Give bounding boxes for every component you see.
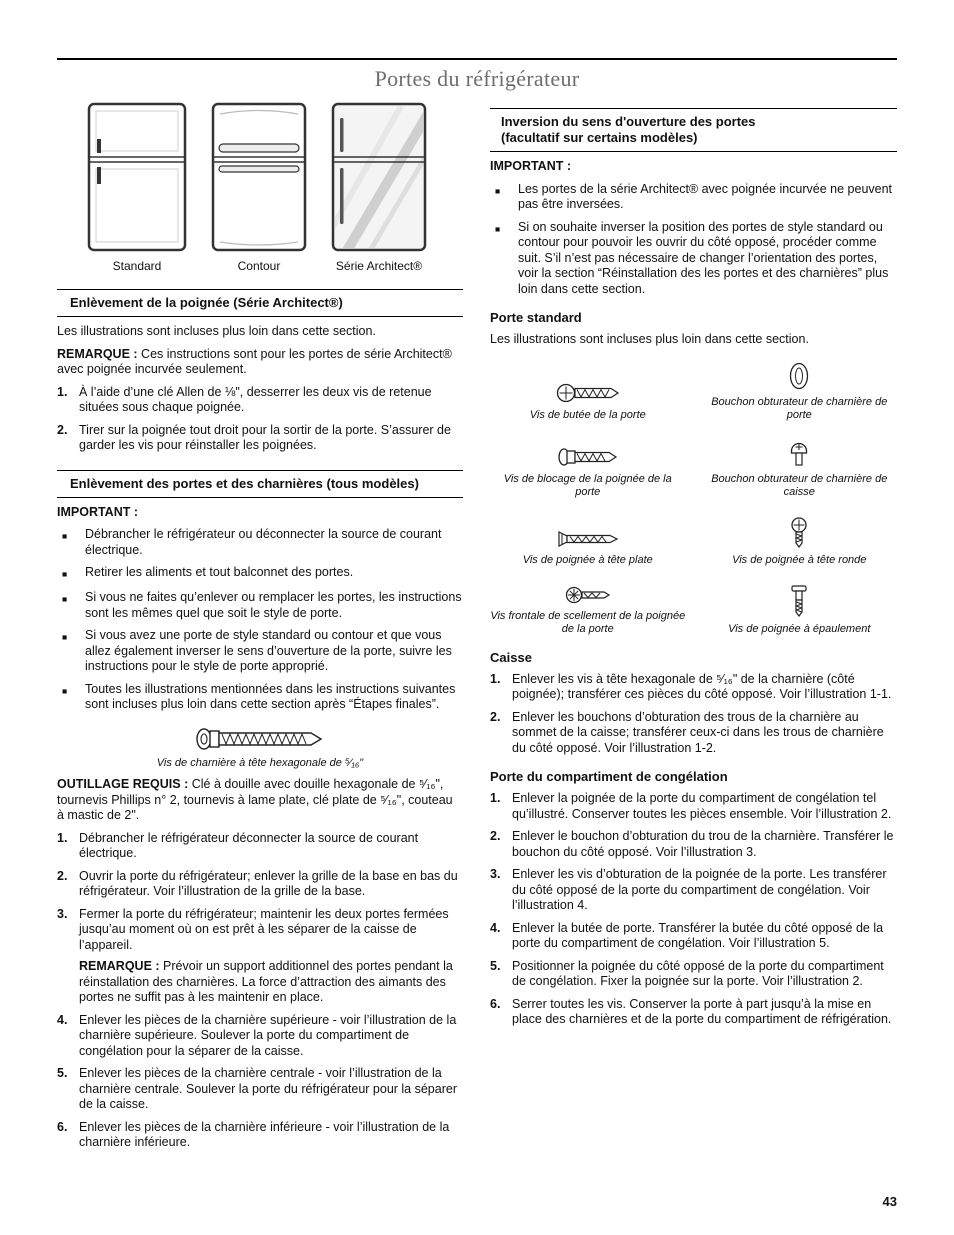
step-number: 3. bbox=[490, 867, 501, 881]
numbered-step bbox=[490, 791, 897, 822]
step-number: 5. bbox=[57, 1066, 68, 1080]
numbered-step bbox=[57, 385, 463, 416]
numbered-step bbox=[490, 997, 897, 1028]
bullet-item bbox=[490, 182, 897, 213]
door-hinge-plug-icon bbox=[787, 361, 811, 391]
round-head-handle-screw-icon bbox=[788, 517, 810, 549]
important-label: IMPORTANT : bbox=[57, 504, 139, 519]
left-column bbox=[57, 102, 463, 1151]
step-text: Enlever les vis d’obturation de la poignée de la porte. Les transférer du côté opposé de la porte du compartiment de congélation. Voir l’illustration 4. bbox=[512, 867, 887, 912]
bullet-item bbox=[57, 682, 463, 713]
step-number: 1. bbox=[57, 384, 68, 399]
part-caption: Bouchon obturateur de charnière de caisse bbox=[711, 472, 888, 498]
numbered-step bbox=[57, 1120, 463, 1151]
right-column bbox=[490, 108, 897, 1028]
square-bullet-icon bbox=[495, 220, 518, 298]
step-text: À l’aide d’une clé Allen de ⅛", desserrer les deux vis de retenue situées sous chaque poignée. bbox=[79, 384, 432, 414]
freezer-door-subhead: Porte du compartiment de congélation bbox=[490, 769, 728, 784]
bullet-text: Retirer les aliments et tout balconnet des portes. bbox=[85, 565, 354, 579]
part-item bbox=[702, 517, 898, 568]
step-number: 2. bbox=[490, 709, 501, 724]
flat-head-handle-screw-icon bbox=[556, 529, 620, 549]
numbered-step bbox=[490, 921, 897, 952]
step-number: 2. bbox=[490, 829, 501, 843]
square-bullet-icon bbox=[62, 682, 85, 713]
section-header-door-reversal bbox=[490, 108, 897, 152]
remark-text: Ces instructions sont pour les portes de série Architect® avec poignée incurvée seulement. bbox=[57, 346, 452, 376]
page-title: Portes du réfrigérateur bbox=[374, 66, 580, 91]
step-number: 6. bbox=[57, 1119, 68, 1134]
square-bullet-icon bbox=[62, 527, 85, 558]
fridge-standard-icon bbox=[87, 102, 187, 252]
bullet-item bbox=[57, 590, 463, 621]
section-header-handle-removal bbox=[57, 289, 463, 317]
step-number: 1. bbox=[490, 671, 501, 686]
fridge-standard-figure bbox=[87, 102, 187, 273]
part-item bbox=[490, 584, 686, 637]
step-text: Positionner la poignée du côté opposé de la porte du compartiment de congélation. Fixer la poignée sur la porte. Voir l’illustration 2. bbox=[512, 958, 884, 988]
fridge-contour-label: Contour bbox=[237, 259, 281, 273]
part-caption: Bouchon obturateur de charnière de porte bbox=[711, 395, 888, 421]
part-caption: Vis de butée de la porte bbox=[529, 409, 646, 421]
tools-paragraph bbox=[57, 777, 463, 824]
fridge-figures bbox=[57, 102, 463, 273]
step-text: Enlever le bouchon d’obturation du trou de la charnière. Transférer le bouchon du côté opposé. Voir l’illustration 3. bbox=[512, 829, 894, 859]
step-text: Ouvrir la porte du réfrigérateur; enlever la grille de la base en bas du réfrigérateur. Voir l’illustration de la grille de la base. bbox=[79, 868, 458, 898]
cabinet-subhead: Caisse bbox=[490, 649, 532, 665]
note-label: REMARQUE : bbox=[79, 959, 160, 973]
bullet-item bbox=[57, 565, 463, 583]
handle-front-sealing-screw-icon bbox=[564, 585, 612, 605]
numbered-step bbox=[57, 831, 463, 862]
numbered-step bbox=[490, 710, 897, 757]
numbered-step bbox=[490, 829, 897, 860]
standard-door-subhead: Porte standard bbox=[490, 310, 582, 325]
step-number: 6. bbox=[490, 996, 501, 1011]
cabinet-hinge-plug-icon bbox=[788, 440, 810, 468]
step-number: 2. bbox=[57, 868, 68, 883]
section-header-handle-removal-text: Enlèvement de la poignée (Série Architect®) bbox=[70, 295, 343, 310]
shoulder-handle-screw-icon bbox=[789, 584, 809, 618]
step-text-main: Fermer la porte du réfrigérateur; maintenir les deux portes fermées jusqu’au moment où on est prêt à les séparer de la caisse de l’appareil. bbox=[79, 906, 449, 952]
bullet-text: Débrancher le réfrigérateur ou déconnecter la source de courant électrique. bbox=[85, 527, 442, 557]
section-header-door-reversal-line2: (facultatif sur certains modèles) bbox=[501, 130, 698, 145]
step-text: Enlever les vis à tête hexagonale de ⁵⁄₁₆" de la charnière (côté poignée); transférer ces pièces du côté opposé. Voir l’illustration 1-1. bbox=[512, 671, 892, 701]
square-bullet-icon bbox=[62, 565, 85, 583]
hardware-parts-grid bbox=[490, 361, 897, 637]
bullet-text: Toutes les illustrations mentionnées dans les instructions suivantes sont incluses plus loin dans cette section après “Étapes finales”. bbox=[85, 681, 456, 711]
section-header-door-reversal-line1: Inversion du sens d'ouverture des portes bbox=[501, 114, 756, 129]
step-number: 2. bbox=[57, 422, 68, 437]
numbered-step bbox=[57, 869, 463, 900]
step-text: Enlever la butée de porte. Transférer la butée du côté opposé de la porte du compartiment de congélation. Voir l’illustration 5. bbox=[512, 920, 884, 950]
section-header-door-removal bbox=[57, 470, 463, 498]
numbered-step bbox=[490, 959, 897, 990]
note-text: Prévoir un support additionnel des portes pendant la réinstallation des charnières. La force d’attraction des aimants des portes ne suffit pas à les maintenir en place. bbox=[79, 959, 453, 1004]
step-number: 1. bbox=[490, 791, 501, 805]
numbered-step bbox=[57, 1066, 463, 1113]
important-label: IMPORTANT : bbox=[490, 159, 572, 173]
handle-locking-screw-icon bbox=[557, 446, 619, 468]
part-item bbox=[702, 584, 898, 637]
step-text: Enlever les pièces de la charnière supérieure - voir l’illustration de la charnière supérieure. Soulever la porte du compartiment de congélation pour la séparer de la caisse. bbox=[79, 1012, 457, 1058]
bullet-text: Si vous avez une porte de style standard ou contour et que vous allez également inverser le sens d’ouverture de la porte, suivre les instructions pour le style de porte approprié. bbox=[85, 628, 452, 673]
tools-label: OUTILLAGE REQUIS : bbox=[57, 777, 189, 791]
step-text: Enlever les pièces de la charnière inférieure - voir l’illustration de la charnière inférieure. bbox=[79, 1119, 450, 1149]
step-text: Débrancher le réfrigérateur déconnecter la source de courant électrique. bbox=[79, 830, 419, 860]
part-caption: Vis de blocage de la poignée de la porte bbox=[503, 472, 672, 498]
fridge-architect-label: Série Architect® bbox=[335, 259, 423, 273]
step-number: 3. bbox=[57, 906, 68, 921]
handle-intro-text: Les illustrations sont incluses plus loin dans cette section. bbox=[57, 324, 376, 338]
bullet-item bbox=[57, 628, 463, 675]
fridge-contour-figure bbox=[211, 102, 307, 273]
step-text bbox=[79, 907, 463, 1006]
bullet-text: Si on souhaite inverser la position des portes de style standard ou contour pour pouvoir les ouvrir du côté opposé, procéder comme suit. S’il n’est pas nécessaire de changer l’orientation des portes, voir la section “Réinstallation des les portes et des charnières” plus loin dans cette section. bbox=[518, 219, 889, 296]
step-text: Enlever les bouchons d’obturation des trous de la charnière au sommet de la caisse; transférer ceux-ci dans les trous de charnière du côté opposé. Voir l’illustration 1-2. bbox=[512, 709, 884, 755]
part-caption: Vis de poignée à tête plate bbox=[522, 553, 653, 566]
handle-remark-paragraph bbox=[57, 347, 463, 378]
fridge-architect-icon bbox=[331, 102, 427, 252]
bullet-item bbox=[57, 527, 463, 558]
numbered-step bbox=[57, 1013, 463, 1060]
bullet-text: Si vous ne faites qu’enlever ou remplacer les portes, les instructions sont les mêmes quel que soit le style de porte. bbox=[85, 590, 462, 620]
hex-hinge-screw-figure bbox=[57, 726, 463, 771]
fridge-contour-icon bbox=[211, 102, 307, 252]
numbered-step bbox=[490, 867, 897, 914]
part-caption: Vis de poignée à épaulement bbox=[728, 623, 871, 635]
part-caption: Vis de poignée à tête ronde bbox=[732, 553, 867, 566]
part-caption: Vis frontale de scellement de la poignée de la porte bbox=[490, 609, 686, 635]
top-divider-rule bbox=[57, 58, 897, 60]
step-text: Enlever la poignée de la porte du compartiment de congélation tel qu’illustré. Conserver toutes les pièces ensemble. Voir l’illustration 2. bbox=[512, 791, 892, 821]
step-number: 5. bbox=[490, 958, 501, 973]
fridge-standard-label: Standard bbox=[112, 259, 162, 273]
step-number: 4. bbox=[490, 920, 501, 935]
square-bullet-icon bbox=[62, 590, 85, 621]
part-item bbox=[490, 440, 686, 500]
step-text: Enlever les pièces de la charnière centrale - voir l’illustration de la charnière centrale. Soulever la porte du réfrigérateur pour la séparer de la caisse. bbox=[79, 1066, 457, 1111]
square-bullet-icon bbox=[495, 182, 518, 213]
tools-text: Clé à douille avec douille hexagonale de ⁵⁄₁₆", tournevis Phillips n° 2, tournevis à lame plate, clé plate de ⁵⁄₁₆", couteau à mastic de 2". bbox=[57, 777, 453, 822]
page-number: 43 bbox=[882, 1194, 897, 1209]
remark-label: REMARQUE : bbox=[57, 346, 138, 361]
part-item bbox=[702, 361, 898, 423]
fridge-architect-figure bbox=[331, 102, 427, 273]
numbered-step bbox=[57, 907, 463, 1006]
bullet-text: Les portes de la série Architect® avec poignée incurvée ne peuvent pas être inversées. bbox=[518, 181, 893, 211]
numbered-step bbox=[57, 423, 463, 454]
part-item bbox=[490, 517, 686, 568]
section-header-door-removal-text: Enlèvement des portes et des charnières (tous modèles) bbox=[70, 475, 419, 491]
numbered-step bbox=[490, 672, 897, 703]
step-note bbox=[79, 959, 463, 1006]
part-item bbox=[702, 440, 898, 500]
step-number: 1. bbox=[57, 830, 68, 845]
door-stop-screw-icon bbox=[555, 382, 621, 404]
part-item bbox=[490, 361, 686, 423]
hex-hinge-screw-icon bbox=[195, 726, 325, 752]
bullet-item bbox=[490, 220, 897, 298]
standard-door-intro: Les illustrations sont incluses plus loin dans cette section. bbox=[490, 332, 809, 346]
step-number: 4. bbox=[57, 1012, 68, 1027]
square-bullet-icon bbox=[62, 628, 85, 675]
step-text: Serrer toutes les vis. Conserver la porte à part jusqu’à la mise en place des charnières et de la porte du compartiment de réfrigération. bbox=[512, 996, 892, 1026]
hex-hinge-screw-caption: Vis de charnière à tête hexagonale de ⁵⁄₁₆" bbox=[156, 756, 364, 769]
step-text: Tirer sur la poignée tout droit pour la sortir de la porte. S’assurer de garder les vis pour réinstaller les poignées. bbox=[79, 422, 451, 452]
